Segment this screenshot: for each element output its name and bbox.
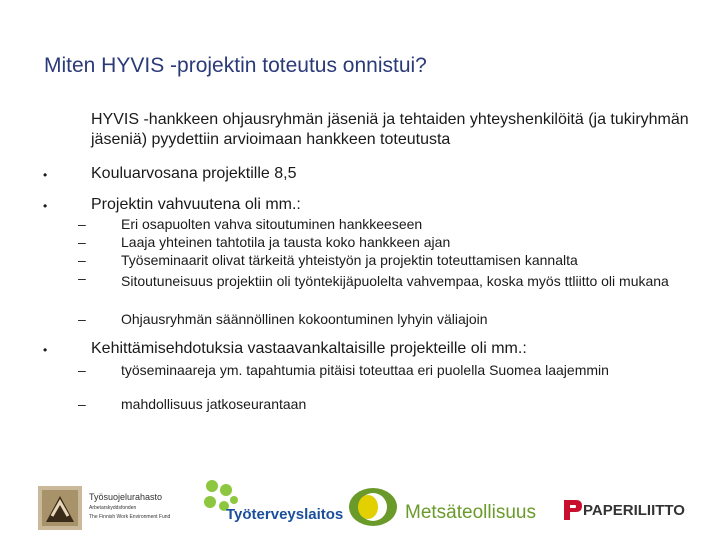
dash-marker: – (78, 362, 86, 378)
bullet-marker: • (43, 343, 48, 357)
strength-item: Sitoutuneisuus projektiin oli työntekijäpuolelta vahvempaa, koska myös ttliitto oli mukana (121, 273, 669, 289)
dash-marker: – (78, 270, 86, 286)
paperi-name: PAPERILIITTO (583, 502, 685, 519)
dash-marker: – (78, 396, 86, 412)
strength-item: Työseminaarit olivat tärkeitä yhteistyön ja projektin toteuttamisen kannalta (121, 252, 578, 268)
metsa-emblem-icon (346, 486, 400, 528)
strength-item: Ohjausryhmän säännöllinen kokoontuminen lyhyin väliajoin (121, 311, 488, 327)
paperi-emblem-icon (561, 498, 583, 522)
tsr-name-sv: Arbetarskyddsfonden (89, 505, 137, 511)
tsr-logo (38, 486, 82, 530)
bullet-strengths: Projektin vahvuutena oli mm.: (91, 196, 301, 213)
dash-marker: – (78, 311, 86, 327)
sponsor-logos (0, 472, 720, 540)
dash-marker: – (78, 234, 86, 250)
strength-item: Laaja yhteinen tahtotila ja tausta koko hankkeen ajan (121, 234, 451, 250)
tsr-name: Työsuojelurahasto (89, 492, 163, 502)
bullet-grade: Kouluarvosana projektille 8,5 (91, 165, 297, 182)
suggestion-item: mahdollisuus jatkoseurantaan (121, 396, 307, 412)
bullet-suggestions: Kehittämisehdotuksia vastaavankaltaisille projekteille oli mm.: (91, 340, 527, 357)
bullet-marker: • (43, 199, 48, 213)
strength-item: Eri osapuolten vahva sitoutuminen hankkeeseen (121, 216, 423, 232)
bullet-marker: • (43, 168, 48, 182)
intro-text: HYVIS -hankkeen ohjausryhmän jäseniä ja tehtaiden yhteyshenkilöitä (ja tukiryhmän jäseniä) pyydettiin arvioimaan hankkeen toteutusta (91, 111, 689, 148)
tsr-name-en: The Finnish Work Environment Fund (89, 514, 171, 520)
slide-title: Miten HYVIS -projektin toteutus onnistui? (44, 54, 427, 77)
dash-marker: – (78, 216, 86, 232)
tsr-emblem-icon (38, 486, 82, 530)
metsa-name: Metsäteollisuus (405, 502, 536, 523)
dash-marker: – (78, 252, 86, 268)
ttl-name: Työterveyslaitos (226, 506, 344, 523)
suggestion-item: työseminaareja ym. tapahtumia pitäisi toteuttaa eri puolella Suomea laajemmin (121, 362, 609, 378)
